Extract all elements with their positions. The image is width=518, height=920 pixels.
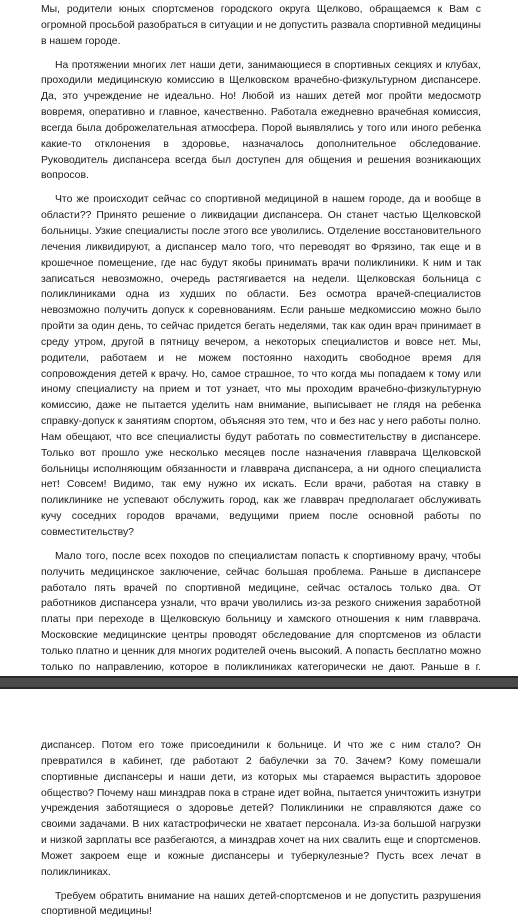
paragraph-intro: Мы, родители юных спортсменов городского округа Щелково, обращаемся к Вам с огромной просьбой разобраться в ситуации и не допустить развала спортивной медицины в нашем городе. xyxy=(41,4,481,47)
page-break-separator xyxy=(0,676,518,689)
paragraph-current-situation: Что же происходит сейчас со спортивной медициной в нашем городе, да и вообще в области?? Принято решение о ликвидации диспансера. Он станет частью Щелковской больницы. Узкие специалисты после этого все уволились. Отделение восстановительного лечения ликвидируют, а диспансер мало того, что переводят во Фрязино, так еще и в крошечное помещение, где нас будут якобы принимать врачи поликлиники. К ним и так записаться невозможно, очередь растягивается на недели. Щелковская больница с поликлиниками одна из худших по области. Без осмотра врачей-специалистов невозможно получить допуск к соревнованиям. Если раньше медкомиссию можно было пройти за один день, то сейчас придется бегать неделями, так как один врач принимает в среду утром, другой в пятницу вечером, а некоторых специалистов и вовсе нет. Мы, родители, работаем и не можем постоянно находить свободное время для сопровождения детей к врачу. Но, самое страшное, то что когда мы попадаем к тому или иному специалисту на прием и тот узнает, что мы проходим врачебно-физкультурную комиссию, даже не пытается уделить нам внимание, выписывает не глядя на ребенка справку-допуск к занятиям спортом, объясняя это тем, что и без нас у него работы полно. Нам обещают, что все специалисты будут работать по совместительству в диспансере. Только вот прошло уже несколько месяцев после назначения главврача Щелковской больницы исполняющим обязанности и главврача диспансера, а ни одного специалиста нет! Совсем! Видимо, так ему нужно их искать. Если врачи, работая на ставку в поликлинике не успевают обслужить город, как же главврач предполагает обслуживать кучу соседних городов врачами, ведущими прием после основной работы по совместительству? xyxy=(41,194,481,538)
paragraph-history: На протяжении многих лет наши дети, занимающиеся в спортивных секциях и клубах, проходили медицинскую комиссию в Щелковском врачебно-физкультурном диспансере. Да, это учреждение не идеально. Но! Любой из наших детей мог пройти медосмотр вовремя, оперативно и главное, качественно. Работала ежедневно врачебная комиссия, всегда была доброжелательная атмосфера. Порой выявлялись у того или иного ребенка какие-то отклонения в здоровье, назначалось дополнительное обследование. Руководитель диспансера всегда был доступен для общения и решения возникающих вопросов. xyxy=(41,59,481,182)
paragraph-continuation: диспансер. Потом его тоже присоединили к больнице. И что же с ним стало? Он превратился в кабинет, где работают 2 бабулечки за 70. Зачем? Кому помешали спортивные диспансеры и наши дети, из которых мы стараемся вырастить здоровое общество? Почему наш минздрав пока в стране идет война, пытается уничтожить изнутри учреждения заботящиеся о здоровье детей? Поликлиники не справляются даже со своими задачами. В них катастрофически не хватает персонала. Из-за большой нагрузки и низкой зарплаты все разбегаются, а минздрав хочет на них свалить еще и спортсменов. Может закроем еще и кожные диспансеры и туберкулезные? Пусть всех лечат в поликлиниках. xyxy=(41,740,481,878)
paragraph-doctors-shortage: Мало того, после всех походов по специалистам попасть к спортивному врачу, чтобы получить медицинское заключение, сейчас большая проблема. Раньше в диспансере работало пять врачей по спортивной медицине, сейчас осталось только два. От работников диспансера узнали, что врачи уволились из-за резкого снижения заработной платы при переходе в Щелковскую больницу и хамского отношения к ним главврача. Московские медицинские центры проводят обследование для спортсменов из области только платно и ценник для многих родителей очень высокий. А попасть бесплатно можно только по направлению, которое в поликлиниках категорически не дают. Раньше в г. xyxy=(41,550,481,673)
paragraph-demand: Требуем обратить внимание на наших детей-спортсменов и не допустить разрушения спортивной медицины! xyxy=(41,890,481,918)
document-page-2 xyxy=(0,689,518,918)
